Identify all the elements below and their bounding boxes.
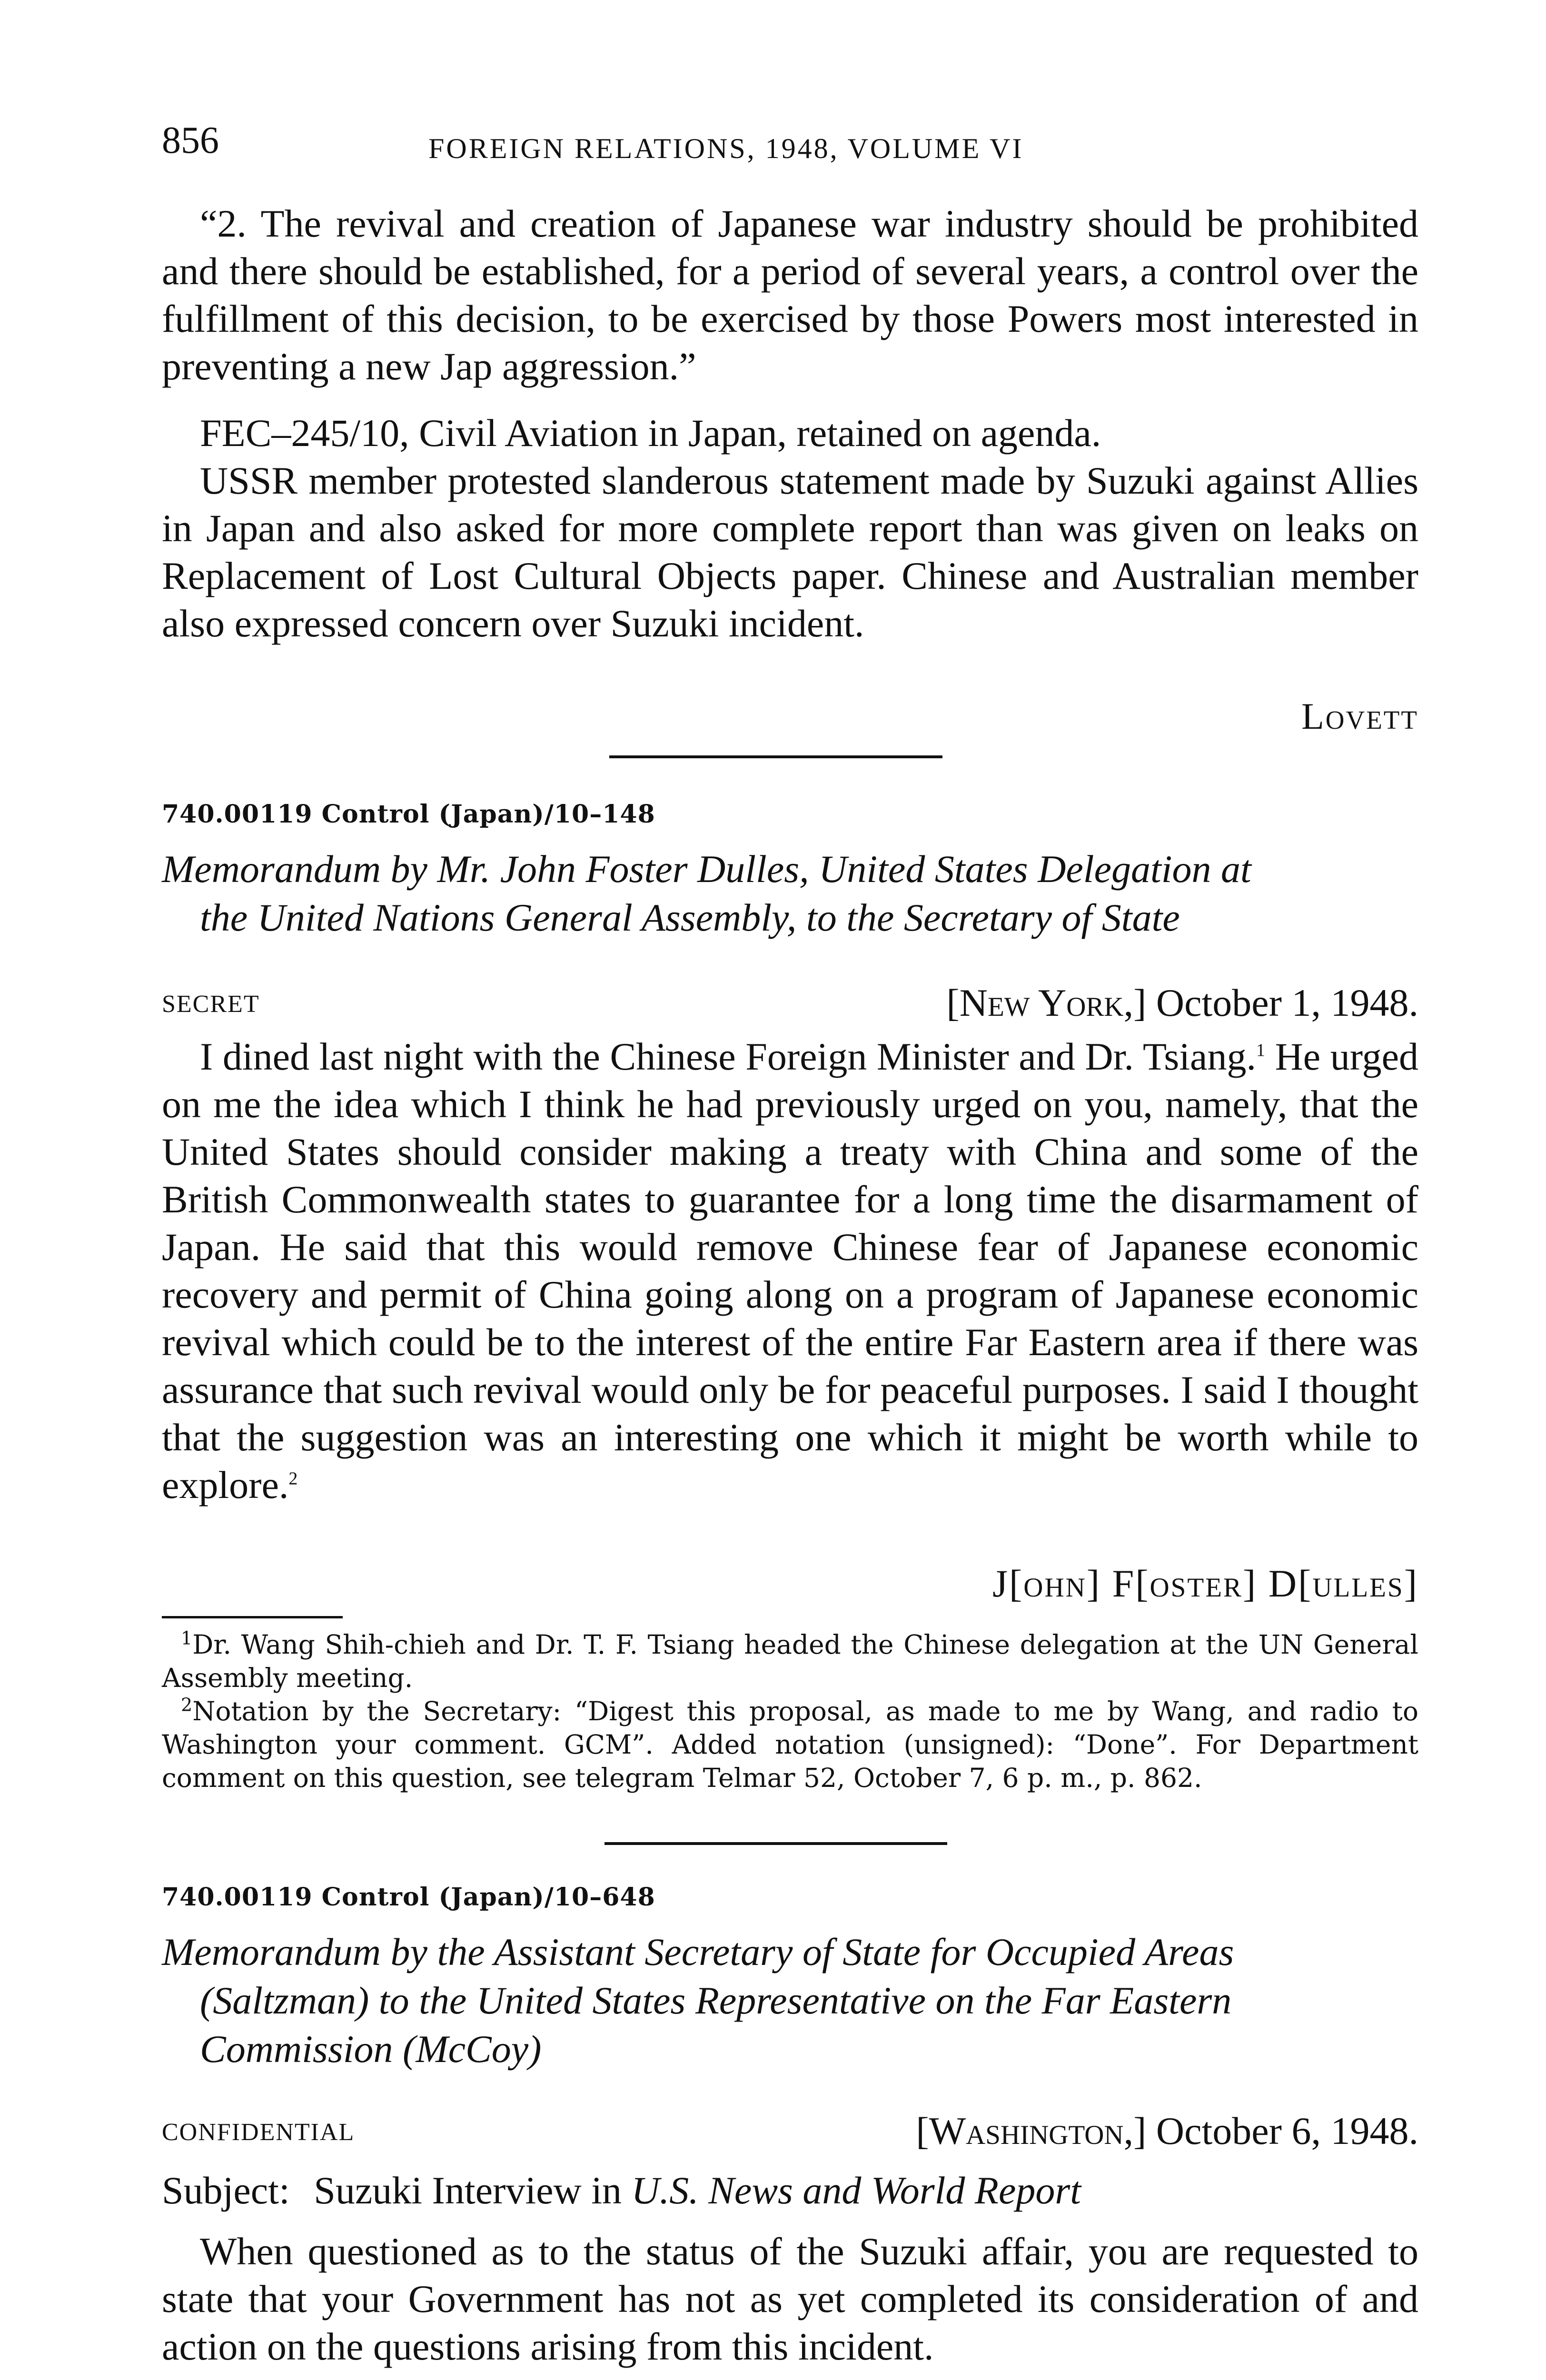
ussr-paragraph: USSR member protested slanderous statement made by Suzuki against Allies in Japan and also asked for more complete report than was given on leaks on Replacement of Lost Cultural Objects paper. Chinese and Australian member also expressed concern over Suzuki incident.	[162, 459, 1418, 645]
dateline-1	[946, 981, 1418, 1025]
document-title-1-line1: Memorandum by Mr. John Foster Dulles, United States Delegation at	[162, 847, 1251, 891]
footnote-2-mark: 2	[181, 1694, 193, 1716]
document-1-paragraph	[162, 1033, 1418, 1509]
section-divider-2	[605, 1842, 947, 1845]
body-text-part-2: He urged on me the idea which I think he had previously urged on you, namely, that the United States should consider making a treaty with China and some of the British Commonwealth states to guarantee for a long time the disarmament of Japan. He said that this would remove Chinese fear of Japanese economic recovery and permit of China going along on a program of Japanese economic revival which could be to the interest of the entire Far Eastern area if there was assurance that such revival would only be for peaceful purposes. I said I thought that the suggestion was an interesting one which it might be worth while to explore.	[162, 1035, 1418, 1507]
dateline-2-place: [Washington,]	[916, 2109, 1147, 2152]
page-number: 856	[162, 119, 219, 161]
body-text-part-1: I dined last night with the Chinese Foreign Minister and Dr. Tsiang.	[200, 1035, 1256, 1078]
subject-line	[162, 2168, 1418, 2213]
subject-publication: U.S. News and World Report	[631, 2169, 1081, 2212]
document-title-2-line2: (Saltzman) to the United States Representative on the Far Eastern	[200, 1979, 1232, 2022]
document-2-paragraph: When questioned as to the status of the Suzuki affair, you are requested to state that your Government has not as yet completed its consideration of and action on the questions arising from this incident.	[162, 2230, 1418, 2368]
signature-row-2	[162, 1561, 1418, 1609]
signature-row-1	[162, 695, 1418, 743]
footnote-ref-2: 2	[288, 1468, 298, 1489]
running-head: FOREIGN RELATIONS, 1948, VOLUME VI	[428, 133, 1024, 164]
footnote-1-mark: 1	[181, 1627, 193, 1649]
footnotes	[162, 1628, 1418, 1795]
footnote-2-text: Notation by the Secretary: “Digest this proposal, as made to me by Wang, and radio to Washington your comment. GCM”. Added notation (unsigned): “Done”. For Department comment on this question, see telegram Telmar 52, October 7, 6 p. m., p. 862.	[162, 1696, 1418, 1793]
subject-label: Subject:	[162, 2169, 290, 2212]
classification-row-2	[162, 2109, 1418, 2156]
fec-paragraph: FEC–245/10, Civil Aviation in Japan, retained on agenda.	[200, 411, 1101, 455]
footnote-1-text: Dr. Wang Shih-chieh and Dr. T. F. Tsiang headed the Chinese delegation at the UN General Assembly meeting.	[162, 1629, 1418, 1693]
classification-secret: SECRET	[162, 991, 260, 1018]
subject-text: Suzuki Interview in	[314, 2169, 622, 2212]
page-header	[162, 119, 1418, 171]
document-title-2-line1: Memorandum by the Assistant Secretary of State for Occupied Areas	[162, 1930, 1234, 1973]
dateline-2	[916, 2109, 1418, 2153]
dateline-2-date: October 6, 1948.	[1156, 2109, 1418, 2152]
signature-dulles: J[ohn] F[oster] D[ulles]	[992, 1562, 1418, 1605]
dateline-1-date: October 1, 1948.	[1156, 981, 1418, 1024]
dateline-1-place: [New York,]	[946, 981, 1147, 1024]
document-title-1	[162, 845, 1418, 942]
file-reference-2: 740.00119 Control (Japan)/10–648	[162, 1883, 655, 1912]
footnote-1	[162, 1628, 1418, 1695]
classification-confidential: CONFIDENTIAL	[162, 2119, 355, 2146]
document-title-2-line3: Commission (McCoy)	[200, 2027, 542, 2071]
document-2-body	[162, 2228, 1418, 2370]
signature-lovett: Lovett	[1301, 695, 1418, 737]
document-title-1-line2: the United Nations General Assembly, to the Secretary of State	[200, 896, 1180, 939]
top-section	[162, 200, 1418, 647]
document-1-body	[162, 1033, 1418, 1509]
file-reference-1: 740.00119 Control (Japan)/10–148	[162, 800, 655, 829]
classification-row-1	[162, 981, 1418, 1028]
footnote-2	[162, 1695, 1418, 1795]
footnote-rule	[162, 1616, 343, 1618]
footnote-ref-1: 1	[1256, 1040, 1265, 1061]
document-title-2	[162, 1928, 1418, 2073]
section-divider-1	[609, 755, 942, 758]
quote-paragraph: “2. The revival and creation of Japanese war industry should be prohibited and there should be established, for a period of several years, a control over the fulfillment of this decision, to be exercised by those Powers most interested in preventing a new Jap aggression.”	[162, 202, 1418, 388]
